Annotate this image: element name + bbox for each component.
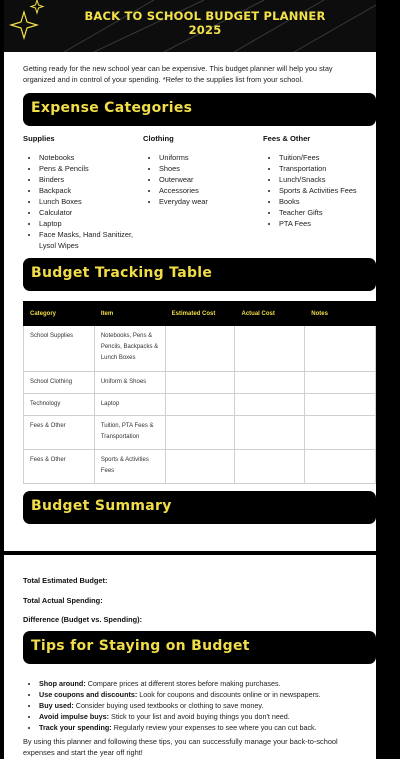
header-banner — [4, 0, 376, 52]
tip-text: Consider buying used textbooks or clothing to save money. — [73, 701, 264, 710]
closing-text: By using this planner and following these tips, you can successfully manage your back-to-school expenses and start the year off right! — [23, 737, 338, 757]
table-cell[interactable] — [165, 394, 235, 416]
star-icon — [11, 12, 37, 38]
list-item: • Face Masks, Hand Sanitizer, Lysol Wipes — [39, 229, 135, 251]
table-cell: Uniform & Shoes — [94, 372, 165, 394]
title-line-2: 2025 — [188, 23, 222, 37]
list-item: • Tuition/Fees — [279, 152, 375, 163]
table-row — [24, 326, 376, 372]
table-cell[interactable] — [305, 326, 376, 372]
tip-label: Buy used: — [39, 701, 74, 710]
column-header: Notes — [305, 302, 376, 326]
table-row — [24, 450, 376, 484]
list-item: • Everyday wear — [159, 196, 255, 207]
section-title: Tips for Staying on Budget — [31, 638, 250, 654]
category-clothing — [143, 134, 255, 207]
section-bar-summary — [23, 491, 376, 524]
list-item: • PTA Fees — [279, 218, 375, 229]
table-cell: Fees & Other — [24, 416, 95, 450]
table-row — [24, 416, 376, 450]
list-item — [39, 700, 389, 711]
category-supplies — [23, 134, 135, 251]
table-cell[interactable] — [235, 326, 305, 372]
section-bar-expense-categories — [23, 93, 376, 126]
list-item: • Binders — [39, 174, 135, 185]
tip-label: Shop around: — [39, 679, 86, 688]
list-item: • Shoes — [159, 163, 255, 174]
summary-difference: Difference (Budget vs. Spending): — [23, 615, 143, 624]
table-cell[interactable] — [305, 372, 376, 394]
list-item: • Uniforms — [159, 152, 255, 163]
list-item: • Outerwear — [159, 174, 255, 185]
tip-text: Compare prices at different stores before making purchases. — [85, 679, 281, 688]
section-bar-tips — [23, 631, 376, 664]
summary-actual: Total Actual Spending: — [23, 596, 103, 605]
list-item: • Lunch Boxes — [39, 196, 135, 207]
list-item: • Laptop — [39, 218, 135, 229]
tip-label: Track your spending: — [39, 723, 112, 732]
column-header: Category — [24, 302, 95, 326]
column-header: Actual Cost — [235, 302, 305, 326]
title-line-1: BACK TO SCHOOL BUDGET PLANNER — [84, 9, 326, 23]
list-item: • Lunch/Snacks — [279, 174, 375, 185]
table-cell[interactable] — [305, 450, 376, 484]
summary-estimated: Total Estimated Budget: — [23, 576, 108, 585]
table-row — [24, 372, 376, 394]
section-bar-tracking-table — [23, 258, 376, 291]
column-header: Item — [94, 302, 165, 326]
list-item: • Books — [279, 196, 375, 207]
tips-list — [23, 678, 389, 733]
section-title: Expense Categories — [31, 100, 193, 116]
category-heading: Clothing — [143, 134, 174, 143]
list-item: • Sports & Activities Fees — [279, 185, 375, 196]
section-title: Budget Summary — [31, 498, 172, 514]
star-icon — [31, 0, 43, 13]
table-cell[interactable] — [235, 416, 305, 450]
tip-text: Stick to your list and avoid buying things you don't need. — [109, 712, 290, 721]
category-heading: Supplies — [23, 134, 55, 143]
table-cell: Tuition, PTA Fees & Transportation — [94, 416, 165, 450]
list-item: • Notebooks — [39, 152, 135, 163]
list-item: • Calculator — [39, 207, 135, 218]
table-cell[interactable] — [165, 450, 235, 484]
list-item — [39, 722, 389, 733]
table-header-row — [24, 302, 376, 326]
table-cell[interactable] — [235, 372, 305, 394]
list-item — [39, 689, 389, 700]
table-cell[interactable] — [165, 416, 235, 450]
tip-label: Avoid impulse buys: — [39, 712, 110, 721]
table-cell[interactable] — [305, 394, 376, 416]
column-header: Estimated Cost — [165, 302, 235, 326]
table-cell: Notebooks, Pens & Pencils, Backpacks & Lunch Boxes — [94, 326, 165, 372]
tip-text: Regularly review your expenses to see where you can cut back. — [111, 723, 317, 732]
list-item: • Accessories — [159, 185, 255, 196]
table-cell[interactable] — [235, 394, 305, 416]
table-cell: School Supplies — [24, 326, 95, 372]
table-cell[interactable] — [235, 450, 305, 484]
intro-text: Getting ready for the new school year can be expensive. This budget planner will help you stay organized and in control of your spending. *Refer to the supplies list from your school. — [23, 64, 333, 84]
planner-page-1 — [4, 0, 376, 551]
tip-label: Use coupons and discounts: — [39, 690, 138, 699]
table-cell[interactable] — [305, 416, 376, 450]
category-fees-other — [263, 134, 375, 229]
list-item — [39, 678, 389, 689]
list-item: • Teacher Gifts — [279, 207, 375, 218]
table-cell[interactable] — [165, 372, 235, 394]
list-item: • Transportation — [279, 163, 375, 174]
tip-text: Look for coupons and discounts online or in newspapers. — [137, 690, 321, 699]
list-item — [39, 711, 389, 722]
planner-page-2 — [4, 555, 376, 759]
list-item: • Backpack — [39, 185, 135, 196]
budget-table — [23, 301, 376, 484]
table-row — [24, 394, 376, 416]
table-cell: Sports & Activities Fees — [94, 450, 165, 484]
table-cell[interactable] — [165, 326, 235, 372]
list-item: • Pens & Pencils — [39, 163, 135, 174]
table-cell: Laptop — [94, 394, 165, 416]
page-title — [44, 9, 366, 37]
table-cell: School Clothing — [24, 372, 95, 394]
category-heading: Fees & Other — [263, 134, 311, 143]
table-cell: Fees & Other — [24, 450, 95, 484]
table-cell: Technology — [24, 394, 95, 416]
section-title: Budget Tracking Table — [31, 265, 213, 281]
